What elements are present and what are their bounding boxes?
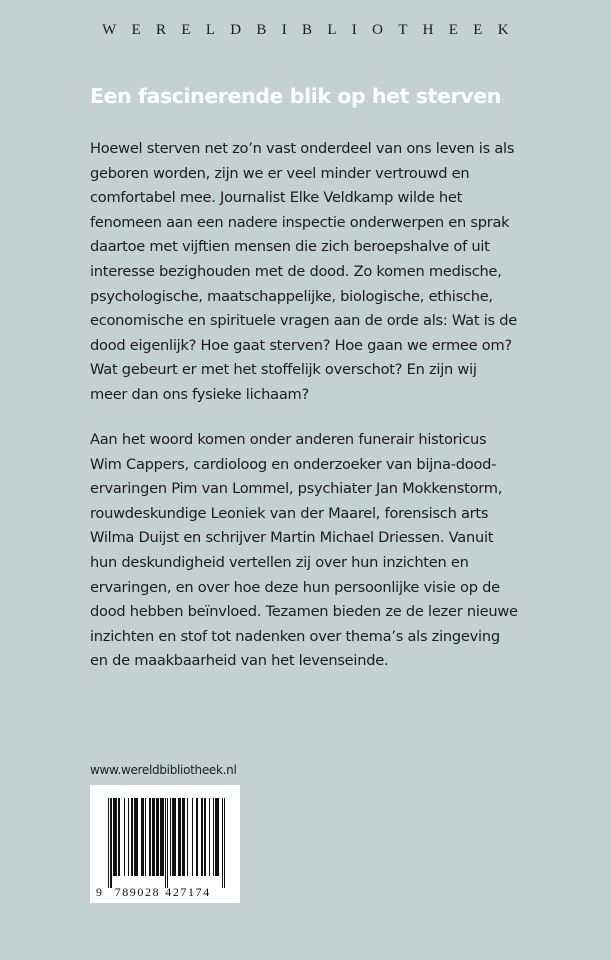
text-line: dood eigenlijk? Hoe gaat sterven? Hoe gaan we ermee om? [90, 336, 512, 354]
text-line: en de maakbaarheid van het levenseinde. [90, 652, 389, 670]
text-line: rouwdeskundige Leoniek van der Maarel, forensisch arts [90, 504, 489, 522]
text-line: hun deskundigheid vertellen zij over hun inzichten en [90, 553, 469, 571]
text-line: meer dan ons fysieke lichaam? [90, 385, 310, 403]
barcode-module [224, 798, 225, 888]
publisher-name: WERELDBIBLIOTHEEK [102, 22, 524, 38]
text-line: economische en spirituele vragen aan de orde als: Wat is de [90, 312, 518, 330]
text-line: Hoewel sterven net zo’n vast onderdeel van ons leven is als [90, 140, 515, 157]
text-line: Wilma Duijst en schrijver Martin Michael Driessen. Vanuit [90, 529, 494, 547]
barcode-digits-left: 789028 [114, 885, 161, 899]
text-line: geboren worden, zijn we er veel minder vertrouwd en [90, 164, 470, 182]
barcode-bars [108, 798, 226, 888]
text-line: comfortabel mee. Journalist Elke Veldkamp wilde het [90, 189, 463, 207]
text-line: inzichten en stof tot nadenken over thema’s als zingeving [90, 627, 500, 645]
text-line: Aan het woord komen onder anderen funerair historicus [90, 431, 487, 448]
text-line: dood hebben beïnvloed. Tezamen bieden ze de lezer nieuwe [90, 603, 518, 621]
text-line: Wat gebeurt er met het stoffelijk overschot? En zijn wij [90, 361, 477, 379]
publisher-website: www.wereldbibliotheek.nl [90, 763, 237, 777]
text-line: fenomeen aan een nadere inspectie onderwerpen en sprak [90, 213, 510, 231]
text-line: Wim Cappers, cardioloog en onderzoeker van bijna-dood- [90, 455, 497, 473]
barcode-digits-right: 427174 [165, 885, 211, 899]
isbn-barcode [90, 785, 240, 903]
text-line: interesse bezighouden met de dood. Zo komen medische, [90, 262, 502, 280]
blurb-paragraph-2 [90, 428, 550, 674]
barcode-digit-first: 9 [96, 885, 104, 899]
blurb-paragraph-1 [90, 137, 550, 408]
text-line: ervaringen, en over hoe deze hun persoonlijke visie op de [90, 578, 500, 596]
text-line: psychologische, maatschappelijke, biologische, ethische, [90, 287, 493, 305]
barcode-digits [96, 885, 211, 900]
text-line: daartoe met vijftien mensen die zich beroepshalve of uit [90, 238, 490, 256]
text-line: ervaringen Pim van Lommel, psychiater Jan Mokkenstorm, [90, 480, 503, 498]
headline: Een fascinerende blik op het sterven [90, 84, 501, 108]
